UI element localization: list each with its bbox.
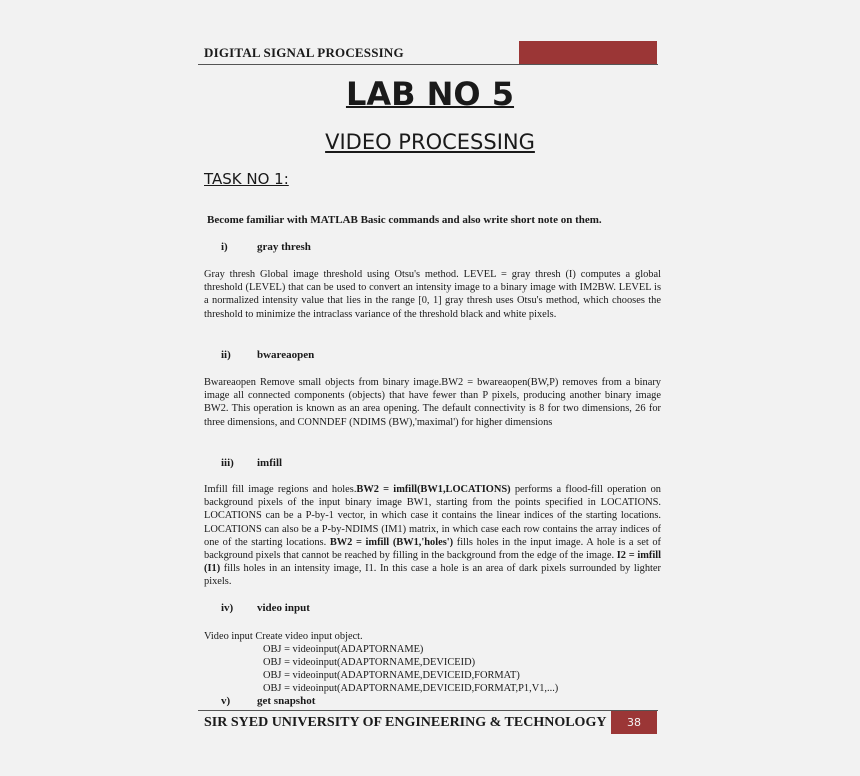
lab-subtitle: VIDEO PROCESSING — [325, 130, 535, 154]
paragraph-text: performs a flood-fill operation on background pixels of the input binary image BW1, starting from the points specified in LOCATIONS. LOCATIONS can be a P-by-1 vector, in which case it contains the linear indices of the starting locations. LOCATIONS can also be a P-by-NDIMS (IM1) matrix, in which case each row contains the array indices of one of the starting locations. — [204, 484, 661, 548]
section-number: i) — [221, 241, 228, 253]
section-heading-getsnapshot — [221, 695, 315, 707]
section-heading-bwareaopen — [221, 349, 314, 361]
code-line: OBJ = videoinput(ADAPTORNAME,DEVICEID,FORMAT,P1,V1,...) — [263, 683, 559, 694]
paragraph-text: fills holes in an intensity image, I1. In this case a hole is an area of dark pixels surrounded by lighter pixels. — [204, 563, 661, 588]
task-intro: Become familiar with MATLAB Basic commands and also write short note on them. — [207, 214, 602, 226]
section-number: ii) — [221, 349, 231, 361]
section-title: gray thresh — [257, 241, 311, 253]
header-divider — [198, 64, 658, 65]
section-heading-graythresh — [221, 241, 311, 253]
section-title: get snapshot — [257, 695, 316, 707]
syntax-bold: BW2 = imfill(BW1,LOCATIONS) — [356, 484, 511, 495]
paragraph-text: Imfill fill image regions and holes. — [204, 484, 357, 495]
course-header: DIGITAL SIGNAL PROCESSING — [204, 45, 404, 60]
section-heading-videoinput — [221, 602, 310, 614]
bwareaopen-paragraph: Bwareaopen Remove small objects from binary image.BW2 = bwareaopen(BW,P) removes from a binary image all connected components (objects) that have fewer than P pixels, producing another binary image BW2. This operation is known as an area opening. The default connectivity is 8 for two dimensions, 26 for three dimensions, and CONNDEF (NDIMS (BW),'maximal') for higher dimensions — [204, 377, 661, 428]
code-line: OBJ = videoinput(ADAPTORNAME) — [263, 644, 424, 655]
imfill-paragraph — [204, 483, 661, 589]
code-line: OBJ = videoinput(ADAPTORNAME,DEVICEID,FORMAT) — [263, 670, 520, 681]
page-number: 38 — [611, 711, 657, 734]
section-number: v) — [221, 695, 231, 707]
paragraph-text: fills holes in the input image. A hole is a set of background pixels that cannot be reached by filling in the background from the edge of the image. — [204, 536, 661, 562]
syntax-bold: BW2 = imfill (BW1,'holes') — [329, 536, 454, 548]
section-title: video input — [257, 602, 310, 614]
section-title: bwareaopen — [257, 349, 315, 361]
section-title: imfill — [257, 457, 283, 469]
section-number: iv) — [221, 602, 234, 614]
task-heading: TASK NO 1: — [204, 170, 289, 188]
institution-footer: SIR SYED UNIVERSITY OF ENGINEERING & TECHNOLOGY — [204, 715, 607, 730]
graythresh-paragraph: Gray thresh Global image threshold using Otsu's method. LEVEL = gray thresh (I) computes a global threshold (LEVEL) that can be used to convert an intensity image to a binary image with IM2BW. LEVEL is a normalized intensity value that lies in the range [0, 1] gray thresh uses Otsu's method, which chooses the threshold to minimize the intraclass variance of the threshold black and white pixels. — [204, 269, 661, 320]
videoinput-paragraph: Video input Create video input object. — [204, 631, 363, 642]
section-heading-imfill — [221, 457, 282, 469]
section-number: iii) — [221, 457, 234, 469]
lab-title: LAB NO 5 — [345, 75, 515, 113]
footer-divider — [198, 710, 658, 711]
code-line: OBJ = videoinput(ADAPTORNAME,DEVICEID) — [263, 657, 476, 668]
header-accent-bar — [519, 41, 657, 64]
syntax-bold: I2 = imfill (I1) — [204, 550, 661, 575]
